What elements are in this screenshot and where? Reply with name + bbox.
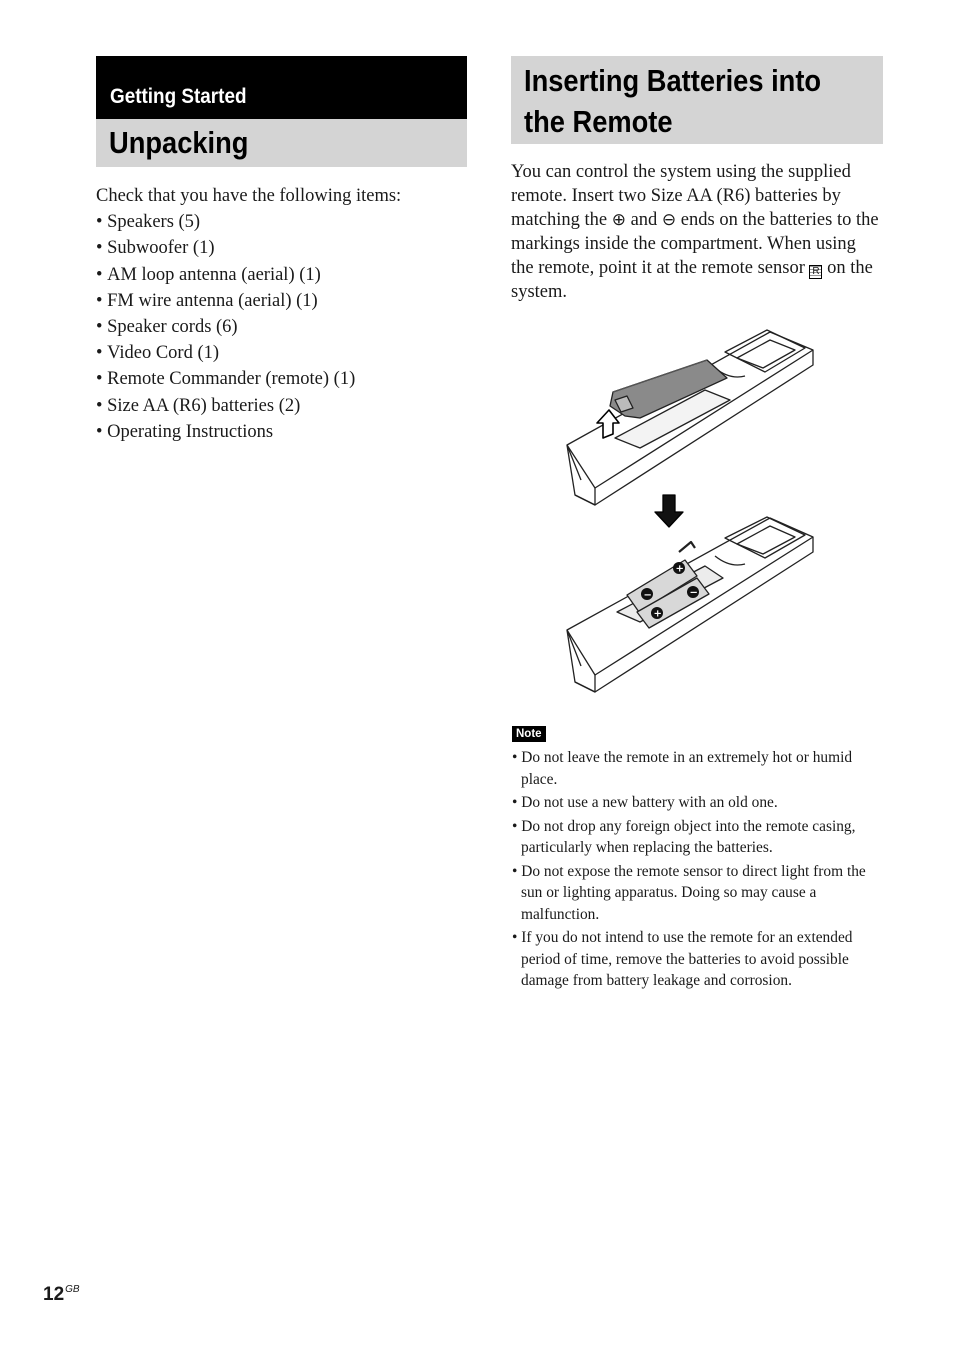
notes-list [512, 747, 884, 994]
list-item: • If you do not intend to use the remote for an extended period of time, remove the batteries to avoid possible damage from battery leakage and corrosion. [512, 927, 884, 992]
note-label: Note [512, 726, 546, 742]
para-text: and [630, 210, 658, 230]
list-item: • Speakers (5) [96, 209, 467, 235]
plus-symbol-icon: ⊕ [611, 210, 626, 230]
items-list [96, 209, 467, 445]
list-item: • Video Cord (1) [96, 340, 467, 366]
para-text: on the system. [511, 258, 873, 302]
title-line: the Remote [524, 104, 673, 139]
list-item: • FM wire antenna (aerial) (1) [96, 288, 467, 314]
remote-sensor-icon: R [809, 265, 822, 279]
svg-text:+: + [653, 608, 662, 620]
list-item: • Operating Instructions [96, 419, 467, 445]
list-item: • Do not leave the remote in an extremely hot or humid place. [512, 747, 884, 790]
list-item: • Do not expose the remote sensor to direct light from the sun or lighting apparatus. Doing so may cause a malfunction. [512, 861, 884, 926]
batteries-title [511, 56, 883, 144]
page-suffix: GB [65, 1284, 80, 1295]
para-text: ends on the batteries to the markings inside the compartment. When using the remote, point it at the remote sensor [511, 210, 879, 278]
list-item: • Subwoofer (1) [96, 235, 467, 261]
remote-battery-illustration [555, 320, 825, 700]
unpacking-intro: Check that you have the following items: [96, 186, 402, 206]
list-item: • AM loop antenna (aerial) (1) [96, 262, 467, 288]
minus-symbol-icon: ⊖ [661, 210, 677, 230]
list-item: • Do not use a new battery with an old one. [512, 792, 884, 814]
svg-text:+: + [675, 563, 684, 575]
down-arrow-icon [655, 495, 683, 527]
unpacking-title: Unpacking [96, 119, 467, 167]
para-text: You can control the system using the supplied remote. Insert two Size AA (R6) batteries by matching the [511, 162, 851, 230]
svg-text:−: − [689, 587, 698, 599]
section-label: Getting Started [96, 56, 467, 119]
title-line: Inserting Batteries into [524, 63, 822, 98]
list-item: • Do not drop any foreign object into the remote casing, particularly when replacing the batteries. [512, 816, 884, 859]
list-item: • Remote Commander (remote) (1) [96, 366, 467, 392]
list-item: • Size AA (R6) batteries (2) [96, 393, 467, 419]
list-item: • Speaker cords (6) [96, 314, 467, 340]
batteries-paragraph [511, 160, 883, 304]
page-number: $12^{GB}$ [43, 1284, 80, 1305]
svg-text:−: − [643, 590, 652, 601]
unpacking-content [96, 183, 467, 445]
